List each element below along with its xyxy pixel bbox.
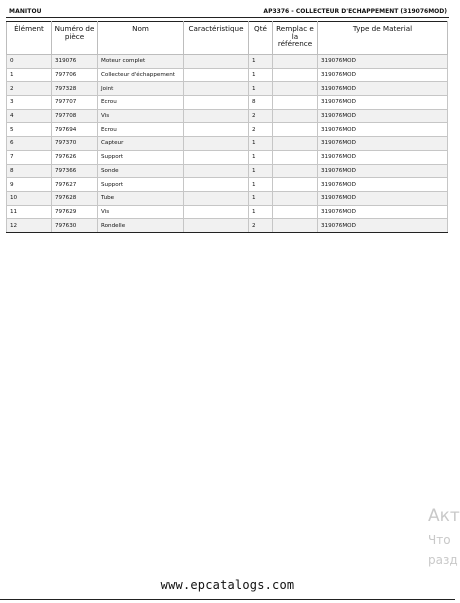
cell-name: Ecrou [98, 123, 184, 137]
cell-quantity: 2 [249, 109, 273, 123]
cell-characteristic [184, 82, 249, 96]
cell-part-number: 797626 [52, 150, 98, 164]
cell-quantity: 1 [249, 82, 273, 96]
cell-characteristic [184, 96, 249, 110]
cell-name: Ecrou [98, 96, 184, 110]
cell-quantity: 1 [249, 205, 273, 219]
cell-quantity: 8 [249, 96, 273, 110]
cell-part-number: 797628 [52, 191, 98, 205]
cell-element: 7 [7, 150, 52, 164]
cell-characteristic [184, 137, 249, 151]
cell-material-type: 319076MOD [318, 123, 448, 137]
cell-name: Support [98, 150, 184, 164]
column-header-quantity: Qté [249, 22, 273, 55]
cell-quantity: 1 [249, 178, 273, 192]
cell-name: Rondelle [98, 219, 184, 233]
table-row [7, 96, 448, 110]
cell-name: Capteur [98, 137, 184, 151]
cell-name: Moteur complet [98, 55, 184, 69]
cell-characteristic [184, 109, 249, 123]
parts-table [6, 21, 448, 233]
cell-name: Sonde [98, 164, 184, 178]
cell-characteristic [184, 191, 249, 205]
cell-part-number: 797629 [52, 205, 98, 219]
cell-material-type: 319076MOD [318, 164, 448, 178]
table-header-row [7, 22, 448, 55]
column-header-part-number: Numéro de pièce [52, 22, 98, 55]
cell-element: 3 [7, 96, 52, 110]
activation-watermark-title: Акт [428, 506, 460, 526]
table-row [7, 82, 448, 96]
column-header-characteristic: Caractéristique [184, 22, 249, 55]
column-header-name: Nom [98, 22, 184, 55]
cell-element: 2 [7, 82, 52, 96]
cell-quantity: 1 [249, 164, 273, 178]
cell-name: Vis [98, 109, 184, 123]
column-header-material-type: Type de Material [318, 22, 448, 55]
cell-name: Tube [98, 191, 184, 205]
cell-part-number: 797694 [52, 123, 98, 137]
cell-part-number: 797370 [52, 137, 98, 151]
cell-characteristic [184, 219, 249, 233]
cell-characteristic [184, 164, 249, 178]
cell-material-type: 319076MOD [318, 109, 448, 123]
cell-replaces-reference [273, 178, 318, 192]
cell-material-type: 319076MOD [318, 82, 448, 96]
cell-quantity: 1 [249, 150, 273, 164]
cell-material-type: 319076MOD [318, 150, 448, 164]
cell-material-type: 319076MOD [318, 137, 448, 151]
cell-characteristic [184, 178, 249, 192]
cell-part-number: 797707 [52, 96, 98, 110]
cell-part-number: 319076 [52, 55, 98, 69]
table-row [7, 68, 448, 82]
cell-material-type: 319076MOD [318, 55, 448, 69]
footer-website-link[interactable]: www.epcatalogs.com [160, 578, 295, 592]
cell-name: Support [98, 178, 184, 192]
page-title: AP3376 - COLLECTEUR D'ECHAPPEMENT (319076MOD) [263, 8, 447, 15]
cell-element: 1 [7, 68, 52, 82]
cell-characteristic [184, 123, 249, 137]
cell-quantity: 2 [249, 219, 273, 233]
table-row [7, 123, 448, 137]
cell-name: Vis [98, 205, 184, 219]
cell-quantity: 1 [249, 137, 273, 151]
cell-element: 4 [7, 109, 52, 123]
cell-part-number: 797708 [52, 109, 98, 123]
cell-replaces-reference [273, 205, 318, 219]
cell-characteristic [184, 55, 249, 69]
cell-characteristic [184, 68, 249, 82]
table-row [7, 109, 448, 123]
brand-label: MANITOU [9, 8, 42, 15]
table-row [7, 219, 448, 233]
cell-quantity: 1 [249, 55, 273, 69]
header-divider [6, 17, 449, 18]
cell-replaces-reference [273, 150, 318, 164]
cell-part-number: 797706 [52, 68, 98, 82]
activation-watermark-line: Что [428, 533, 451, 547]
table-row [7, 164, 448, 178]
cell-replaces-reference [273, 137, 318, 151]
cell-name: Joint [98, 82, 184, 96]
cell-element: 11 [7, 205, 52, 219]
cell-material-type: 319076MOD [318, 68, 448, 82]
cell-element: 0 [7, 55, 52, 69]
cell-part-number: 797630 [52, 219, 98, 233]
cell-replaces-reference [273, 96, 318, 110]
cell-replaces-reference [273, 191, 318, 205]
cell-part-number: 797627 [52, 178, 98, 192]
cell-characteristic [184, 205, 249, 219]
cell-material-type: 319076MOD [318, 205, 448, 219]
footer-divider [0, 599, 455, 600]
cell-material-type: 319076MOD [318, 96, 448, 110]
table-row [7, 191, 448, 205]
cell-quantity: 1 [249, 68, 273, 82]
cell-replaces-reference [273, 109, 318, 123]
cell-name: Collecteur d'échappement [98, 68, 184, 82]
cell-element: 12 [7, 219, 52, 233]
column-header-element: Élément [7, 22, 52, 55]
cell-replaces-reference [273, 82, 318, 96]
cell-quantity: 2 [249, 123, 273, 137]
table-row [7, 205, 448, 219]
table-row [7, 178, 448, 192]
cell-element: 6 [7, 137, 52, 151]
cell-characteristic [184, 150, 249, 164]
cell-replaces-reference [273, 164, 318, 178]
cell-element: 10 [7, 191, 52, 205]
cell-replaces-reference [273, 55, 318, 69]
cell-material-type: 319076MOD [318, 191, 448, 205]
cell-element: 9 [7, 178, 52, 192]
table-row [7, 55, 448, 69]
cell-element: 5 [7, 123, 52, 137]
cell-material-type: 319076MOD [318, 219, 448, 233]
cell-element: 8 [7, 164, 52, 178]
cell-part-number: 797328 [52, 82, 98, 96]
cell-quantity: 1 [249, 191, 273, 205]
table-row [7, 137, 448, 151]
parts-table-body [7, 55, 448, 233]
cell-part-number: 797366 [52, 164, 98, 178]
activation-watermark-line: разд [428, 553, 458, 567]
table-row [7, 150, 448, 164]
column-header-replaces-reference: Remplac e la référence [273, 22, 318, 55]
cell-replaces-reference [273, 219, 318, 233]
cell-replaces-reference [273, 68, 318, 82]
cell-material-type: 319076MOD [318, 178, 448, 192]
cell-replaces-reference [273, 123, 318, 137]
